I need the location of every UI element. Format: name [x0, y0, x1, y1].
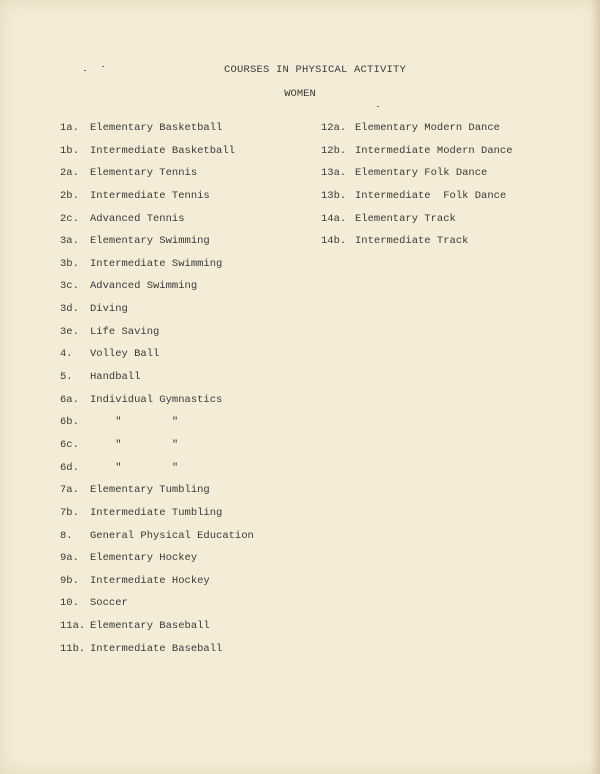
course-name: Intermediate Tumbling [90, 506, 223, 519]
course-number: 14b. [321, 235, 347, 248]
course-number: 3e. [60, 325, 79, 338]
course-name: Elementary Tumbling [90, 484, 210, 497]
list-item [60, 596, 254, 619]
course-name: Elementary Tennis [90, 167, 198, 180]
list-item [60, 347, 254, 370]
course-number: 3b. [60, 257, 79, 270]
course-name: Intermediate Hockey [90, 574, 210, 587]
list-item [60, 189, 254, 212]
course-name: Individual Gymnastics [90, 393, 223, 406]
list-item [60, 302, 254, 325]
list-item [60, 121, 254, 144]
paper-speck [377, 106, 379, 107]
course-name: Elementary Swimming [90, 235, 210, 248]
list-item [60, 279, 254, 302]
course-name: Advanced Tennis [90, 212, 185, 225]
list-item [60, 642, 254, 665]
course-name: Intermediate Modern Dance [355, 144, 513, 157]
course-name: Intermediate Basketball [90, 144, 235, 157]
list-item [60, 212, 254, 235]
course-number: 2b. [60, 189, 79, 202]
course-number: 2a. [60, 167, 79, 180]
course-number: 3a. [60, 235, 79, 248]
course-number: 14a. [321, 212, 347, 225]
course-number: 8. [60, 529, 73, 542]
course-list-right [321, 121, 513, 257]
course-name: General Physical Education [90, 529, 254, 542]
list-item [60, 234, 254, 257]
list-item [60, 438, 254, 461]
list-item [60, 619, 254, 642]
course-name: Diving [90, 303, 128, 316]
course-number: 11b. [60, 642, 86, 655]
course-number: 9b. [60, 574, 79, 587]
list-item [321, 144, 513, 167]
list-item [60, 393, 254, 416]
course-number: 1a. [60, 122, 79, 134]
course-name: Elementary Baseball [90, 620, 210, 633]
course-list-left [60, 121, 254, 664]
subtitle-text: WOMEN [284, 88, 316, 100]
course-name: Life Saving [90, 325, 160, 338]
list-item [321, 166, 513, 189]
course-number: 3d. [60, 303, 79, 316]
course-name: Volley Ball [90, 348, 160, 361]
course-name: Soccer [90, 597, 128, 610]
list-item [60, 483, 254, 506]
course-number: 11a. [60, 620, 86, 633]
course-name: Elementary Basketball [90, 122, 223, 134]
list-item [60, 415, 254, 438]
course-number: 5. [60, 371, 73, 384]
course-name: Elementary Modern Dance [355, 122, 500, 134]
list-item [60, 166, 254, 189]
list-item [321, 212, 513, 235]
list-item [60, 325, 254, 348]
course-number: 10. [60, 597, 79, 610]
list-item [60, 529, 254, 552]
course-number: 2c. [60, 212, 79, 225]
page-edge-shadow [590, 0, 600, 774]
course-number: 13b. [321, 189, 347, 202]
course-number: 1b. [60, 144, 79, 157]
course-name: Elementary Hockey [90, 552, 198, 565]
course-number: 7b. [60, 506, 79, 519]
list-item [60, 506, 254, 529]
course-number: 7a. [60, 484, 79, 497]
course-number: 9a. [60, 552, 79, 565]
course-name: Handball [90, 371, 141, 384]
course-name: Elementary Folk Dance [355, 167, 488, 180]
list-item [321, 121, 513, 144]
list-item [321, 234, 513, 257]
course-number: 13a. [321, 167, 347, 180]
course-number: 12a. [321, 122, 347, 134]
document-title: COURSES IN PHYSICAL ACTIVITY [223, 64, 407, 76]
document-subtitle [0, 88, 600, 100]
list-item [60, 370, 254, 393]
course-number: 4. [60, 348, 73, 361]
list-item [60, 551, 254, 574]
course-name: Advanced Swimming [90, 280, 198, 293]
course-number: 6a. [60, 393, 79, 406]
list-item [60, 144, 254, 167]
course-name: Intermediate Tennis [90, 189, 210, 202]
list-item [60, 574, 254, 597]
course-name: Intermediate Swimming [90, 257, 223, 270]
course-number: 12b. [321, 144, 347, 157]
course-number: 3c. [60, 280, 79, 293]
course-number: 6b. [60, 416, 79, 429]
course-name: Intermediate Baseball [90, 642, 223, 655]
course-number: 6c. [60, 438, 79, 451]
list-item [60, 461, 254, 484]
course-name: Intermediate Track [355, 235, 469, 248]
course-name: Elementary Track [355, 212, 456, 225]
ditto-marks: " " [90, 438, 179, 451]
ditto-marks: " " [90, 461, 179, 474]
list-item [321, 189, 513, 212]
course-number: 6d. [60, 461, 79, 474]
course-name: Intermediate Folk Dance [355, 189, 507, 202]
list-item [60, 257, 254, 280]
ditto-marks: " " [90, 416, 179, 429]
